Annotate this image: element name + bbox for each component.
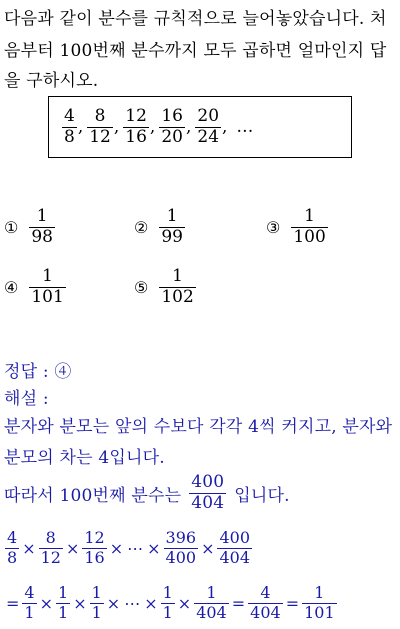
sequence-ellipsis: … bbox=[236, 117, 254, 137]
final-answer: $\frac{1}{101}$ bbox=[304, 583, 335, 622]
explanation-label: 해설 : bbox=[4, 389, 49, 409]
product-term: $\frac{396}{400}$ bbox=[165, 528, 197, 567]
choice-fraction: $\frac{1}{102}$ bbox=[161, 266, 194, 307]
result-line: = $\frac{4}{1}$ × $\frac{1}{1}$ × $\frac{1}{1}$ × ⋯ × $\frac{1}{1}$ × $\frac{1}{404}$ = $\frac{4}{404}$ = $\frac{1}{101}$ bbox=[6, 583, 335, 622]
sequence-fraction: $\frac{20}{24}$ bbox=[197, 105, 220, 147]
hundredth-fraction: $\frac{400}{404}$ bbox=[191, 472, 225, 513]
choice-mark: ① bbox=[4, 217, 19, 237]
explanation-line-3-prefix: 따라서 100번째 분수는 bbox=[4, 485, 182, 506]
result-term: $\frac{1}{1}$ bbox=[91, 583, 102, 622]
choice-4[interactable] bbox=[4, 268, 67, 307]
choice-mark: ③ bbox=[266, 217, 281, 237]
problem-line-1: 다음과 같이 분수를 규칙적으로 늘어놓았습니다. 처 bbox=[4, 9, 387, 29]
result-value: $\frac{4}{404}$ bbox=[250, 583, 281, 622]
explanation-line-2: 분모의 차는 4입니다. bbox=[4, 448, 165, 468]
problem-line-3: 을 구하시오. bbox=[4, 71, 99, 91]
sequence-fraction: $\frac{16}{20}$ bbox=[161, 105, 183, 147]
sequence-box: $\frac{4}{8}$ , $\frac{8}{12}$ , $\frac{12}{16}$ , $\frac{16}{20}$ , $\frac{20}{24}$ , … bbox=[48, 96, 352, 158]
result-term: $\frac{1}{404}$ bbox=[196, 583, 227, 622]
product-line: $\frac{4}{8}$ × $\frac{8}{12}$ × $\frac{12}{16}$ × ⋯ × $\frac{396}{400}$ × $\frac{400}{404}$ bbox=[7, 528, 251, 567]
choice-1[interactable] bbox=[4, 208, 56, 247]
choice-2[interactable] bbox=[134, 208, 186, 247]
problem-line-2: 음부터 100번째 분수까지 모두 곱하면 얼마인지 답 bbox=[4, 41, 387, 61]
result-term: $\frac{1}{1}$ bbox=[58, 583, 69, 622]
sequence-fraction: $\frac{4}{8}$ bbox=[64, 105, 75, 147]
product-dots: ⋯ bbox=[127, 538, 144, 558]
answer-label: 정답 : ④ bbox=[4, 362, 72, 382]
sequence-fraction: $\frac{12}{16}$ bbox=[125, 105, 147, 147]
explanation-line-3 bbox=[4, 474, 290, 513]
product-term: $\frac{8}{12}$ bbox=[40, 528, 61, 567]
product-term: $\frac{4}{8}$ bbox=[7, 528, 18, 567]
choice-3[interactable] bbox=[266, 208, 329, 247]
choice-mark: ② bbox=[134, 217, 149, 237]
sequence-fraction: $\frac{8}{12}$ bbox=[89, 105, 111, 147]
explanation-line-3-suffix: 입니다. bbox=[234, 485, 290, 506]
result-term: $\frac{1}{1}$ bbox=[162, 583, 173, 622]
explanation-line-1: 분자와 분모는 앞의 수보다 각각 4씩 커지고, 분자와 bbox=[4, 417, 393, 437]
result-term: $\frac{4}{1}$ bbox=[24, 583, 35, 622]
product-term: $\frac{12}{16}$ bbox=[84, 528, 105, 567]
choice-fraction: $\frac{1}{101}$ bbox=[31, 266, 64, 307]
choice-5[interactable] bbox=[134, 268, 197, 307]
choice-mark: ⑤ bbox=[134, 277, 149, 297]
choice-fraction: $\frac{1}{98}$ bbox=[31, 206, 53, 247]
choice-fraction: $\frac{1}{99}$ bbox=[161, 206, 183, 247]
choice-fraction: $\frac{1}{100}$ bbox=[293, 206, 326, 247]
choice-mark: ④ bbox=[4, 277, 19, 297]
product-term: $\frac{400}{404}$ bbox=[219, 528, 251, 567]
